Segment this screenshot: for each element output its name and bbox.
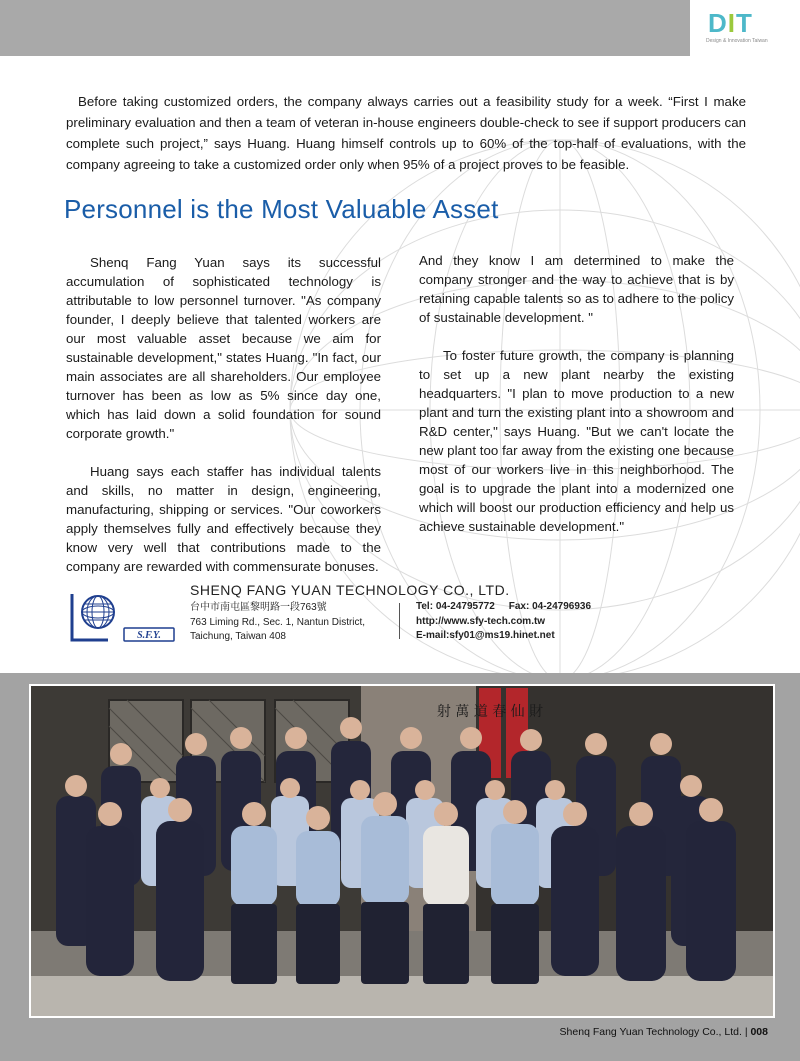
team-photo-illustration (31, 686, 773, 1016)
sfy-logo-text: S.F.Y. (137, 630, 161, 641)
section-heading: Personnel is the Most Valuable Asset (64, 194, 499, 224)
body-paragraph: Huang says each staffer has individual talents and skills, no matter in design, engineering, manufacturing, shipping or services. "Our coworkers apply themselves fully and effectively because they know very well that contributions made to the company are rewarded with commensurate bonuses. (66, 464, 381, 574)
dit-logo-subtitle: Design & Innovation Taiwan (706, 38, 768, 44)
globe-icon (72, 594, 114, 640)
address-line-1: 763 Liming Rd., Sec. 1, Nantun District, (190, 616, 366, 628)
company-contact-block (68, 582, 768, 662)
company-address (190, 601, 365, 645)
fax-number: Fax: 04-24796936 (508, 601, 592, 612)
dit-logo (690, 0, 800, 56)
top-banner (0, 0, 800, 56)
footer-company: Shenq Fang Yuan Technology Co., Ltd. (559, 1026, 742, 1038)
left-column (66, 253, 381, 595)
right-column (419, 251, 734, 555)
team-photo (29, 684, 775, 1018)
page-number: 008 (750, 1026, 768, 1038)
footer-separator: | (744, 1026, 748, 1038)
page-footer (560, 1026, 768, 1038)
contact-divider (399, 603, 400, 639)
company-name: SHENQ FANG YUAN TECHNOLOGY CO., LTD. (190, 582, 510, 598)
dit-logo-mark: DIT (708, 8, 753, 38)
address-line-2: Taichung, Taiwan 408 (190, 631, 286, 642)
website-link[interactable]: http://www.sfy-tech.com.tw (416, 615, 546, 627)
email-link[interactable]: E-mail:sfy01@ms19.hinet.net (416, 630, 555, 641)
red-banner: 射 萬 道 春 仙 財 (436, 704, 544, 720)
phone-number: Tel: 04-24795772 (416, 601, 495, 612)
sfy-logo (68, 588, 178, 644)
body-paragraph: To foster future growth, the company is planning to set up a new plant nearby the existing headquarters. "I plan to move production to a new plant and turn the existing plant into a showroom and R&D center," says Huang. "But we can't locate the new plant too far away from the existing one because most of our workers live in this neighborhood. The goal is to upgrade the plant into a modernized one which will boost our production efficiency and help us achieve sustainable development." (419, 348, 734, 534)
body-paragraph: And they know I am determined to make the company stronger and the way to achieve that is by retaining capable talents so as to adhere to the policy of sustainable development. " (419, 253, 734, 325)
intro-paragraph: Before taking customized orders, the company always carries out a feasibility study for a week. “First I make preliminary evaluation and then a team of veteran in-house engineers double-check to see if support producers can complete such project,” says Huang. Huang himself controls up to 60% of the top-half of evaluations, with the company agreeing to take a customized order only when 95% of a project proves to be feasible. (66, 94, 746, 172)
contact-details (416, 600, 591, 644)
address-chinese: 台中市南屯區黎明路一段763號 (190, 602, 327, 613)
body-paragraph: Shenq Fang Yuan says its successful accumulation of sophisticated technology is attributable to low personnel turnover. "As company founder, I deeply believe that talented workers are our most valuable asset because we aim for sustainable development," states Huang. "In fact, our main associates are all shareholders. Our employee turnover has been as low as 5% since day one, which has laid down a solid foundation for sound corporate growth." (66, 255, 381, 441)
